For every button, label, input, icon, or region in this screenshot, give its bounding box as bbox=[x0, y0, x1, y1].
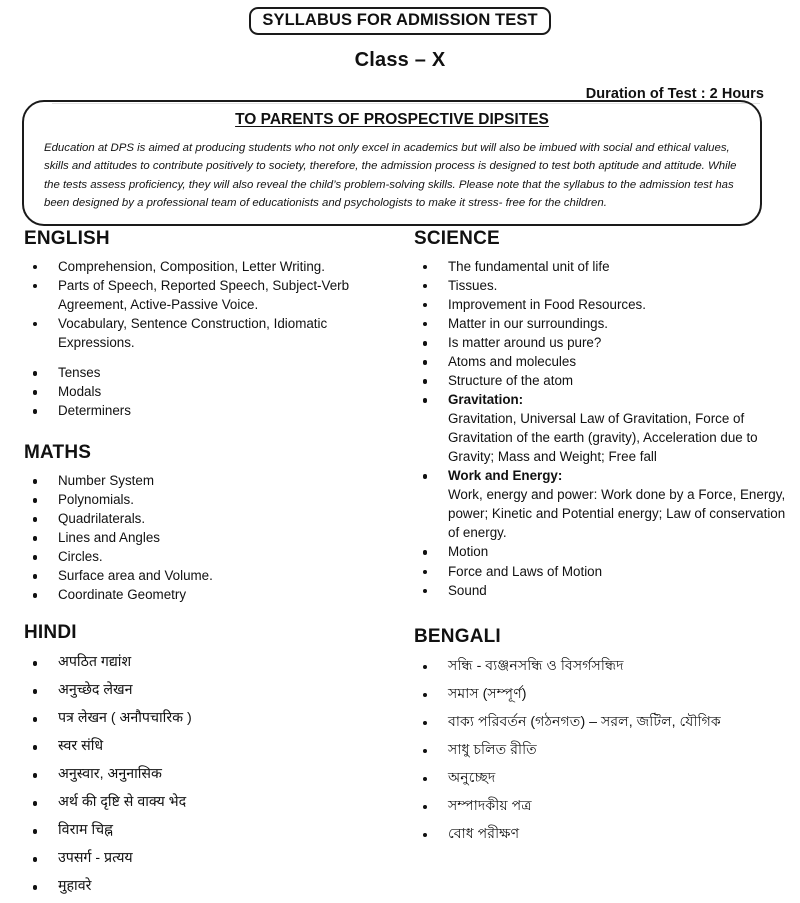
list-item: अनुच्छेद लेखन bbox=[24, 679, 396, 702]
list-item: Determiners bbox=[24, 401, 396, 420]
bengali-list bbox=[414, 655, 786, 846]
section-heading-english: ENGLISH bbox=[24, 228, 110, 249]
list-item: Comprehension, Composition, Letter Writing. bbox=[24, 257, 396, 276]
parents-notice-body: Education at DPS is aimed at producing students who not only excel in academics but will also be imbued with social and ethical values, skills and attitudes to contribute positively to society, therefore, the admission process is designed to test both aptitude and attitude. While the tests assess proficiency, they will also reveal the child’s problem-solving skills. Please note that the syllabus to the admission test has been designed by a professional team of educationists and psychologists to make it stress- free for the children. bbox=[44, 142, 737, 210]
list-item: अपठित गद्यांश bbox=[24, 651, 396, 674]
right-column bbox=[414, 228, 786, 851]
section-heading-hindi: HINDI bbox=[24, 622, 77, 644]
work-energy-label: Work and Energy: bbox=[448, 468, 563, 484]
list-item: उपसर्ग - प्रत्यय bbox=[24, 847, 396, 870]
list-item: Structure of the atom bbox=[414, 371, 786, 390]
section-heading-bengali: BENGALI bbox=[414, 625, 501, 647]
page-title: SYLLABUS FOR ADMISSION TEST bbox=[249, 7, 550, 35]
list-item: Improvement in Food Resources. bbox=[414, 295, 786, 314]
list-item: Is matter around us pure? bbox=[414, 333, 786, 352]
list-item: विराम चिह्न bbox=[24, 819, 396, 842]
parents-notice-box bbox=[22, 100, 762, 226]
list-item: Circles. bbox=[24, 547, 396, 566]
list-item: पत्र लेखन ( अनौपचारिक ) bbox=[24, 707, 396, 730]
section-heading-maths: MATHS bbox=[24, 442, 92, 464]
section-heading-science: SCIENCE bbox=[414, 228, 500, 249]
work-energy-body: Work, energy and power: Work done by a Force, Energy, power; Kinetic and Potential energy; Law of conservation of energy. bbox=[448, 487, 786, 541]
list-item: The fundamental unit of life bbox=[414, 257, 786, 276]
english-list bbox=[24, 257, 396, 420]
parents-notice-title: TO PARENTS OF PROSPECTIVE DIPSITES bbox=[235, 111, 549, 128]
list-item: Motion bbox=[414, 542, 786, 561]
class-label: Class – X bbox=[354, 49, 446, 72]
list-item: अनुस्वार, अनुनासिक bbox=[24, 763, 396, 786]
list-item-work-and-energy bbox=[414, 466, 786, 542]
list-item: Number System bbox=[24, 471, 396, 490]
list-item: Atoms and molecules bbox=[414, 352, 786, 371]
list-item: Tissues. bbox=[414, 276, 786, 295]
list-item: Quadrilaterals. bbox=[24, 509, 396, 528]
list-item: Matter in our surroundings. bbox=[414, 314, 786, 333]
list-item: Vocabulary, Sentence Construction, Idiomatic Expressions. bbox=[24, 314, 396, 352]
gravitation-body: Gravitation, Universal Law of Gravitation, Force of Gravitation of the earth (gravity), Acceleration due to Gravity; Mass and Weight; Free fall bbox=[448, 411, 758, 465]
hindi-list bbox=[24, 651, 396, 898]
left-column bbox=[24, 228, 396, 903]
list-item: অনুচ্ছেদ bbox=[414, 767, 786, 790]
list-item: Modals bbox=[24, 382, 396, 401]
page-header bbox=[0, 0, 800, 102]
list-item: Coordinate Geometry bbox=[24, 585, 396, 604]
list-item: Parts of Speech, Reported Speech, Subject-Verb Agreement, Active-Passive Voice. bbox=[24, 276, 396, 314]
list-item: সন্ধি - ব্যঞ্জনসন্ধি ও বিসর্গসন্ধিদ bbox=[414, 655, 786, 678]
list-item: Force and Laws of Motion bbox=[414, 562, 786, 581]
duration-label: Duration of Test : 2 Hours bbox=[585, 86, 764, 103]
list-item: Polynomials. bbox=[24, 490, 396, 509]
list-item: বোধ পরীক্ষণ bbox=[414, 823, 786, 846]
list-item: Tenses bbox=[24, 363, 396, 382]
gravitation-label: Gravitation: bbox=[448, 392, 524, 408]
science-list bbox=[414, 257, 786, 600]
list-item: अर्थ की दृष्टि से वाक्य भेद bbox=[24, 791, 396, 814]
list-item: সমাস (সম্পূর্ণ) bbox=[414, 683, 786, 706]
list-item: Surface area and Volume. bbox=[24, 566, 396, 585]
list-item: मुहावरे bbox=[24, 875, 396, 898]
list-item: সম্পাদকীয় পত্র bbox=[414, 795, 786, 818]
list-item: स्वर संधि bbox=[24, 735, 396, 758]
maths-list bbox=[24, 471, 396, 604]
list-item: Lines and Angles bbox=[24, 528, 396, 547]
list-item-gravitation bbox=[414, 390, 786, 466]
list-item: সাধু চলিত রীতি bbox=[414, 739, 786, 762]
list-item: বাক্য পরিবর্তন (গঠনগত) – সরল, জটিল, যৌগিক bbox=[414, 711, 786, 734]
list-item: Sound bbox=[414, 581, 786, 600]
